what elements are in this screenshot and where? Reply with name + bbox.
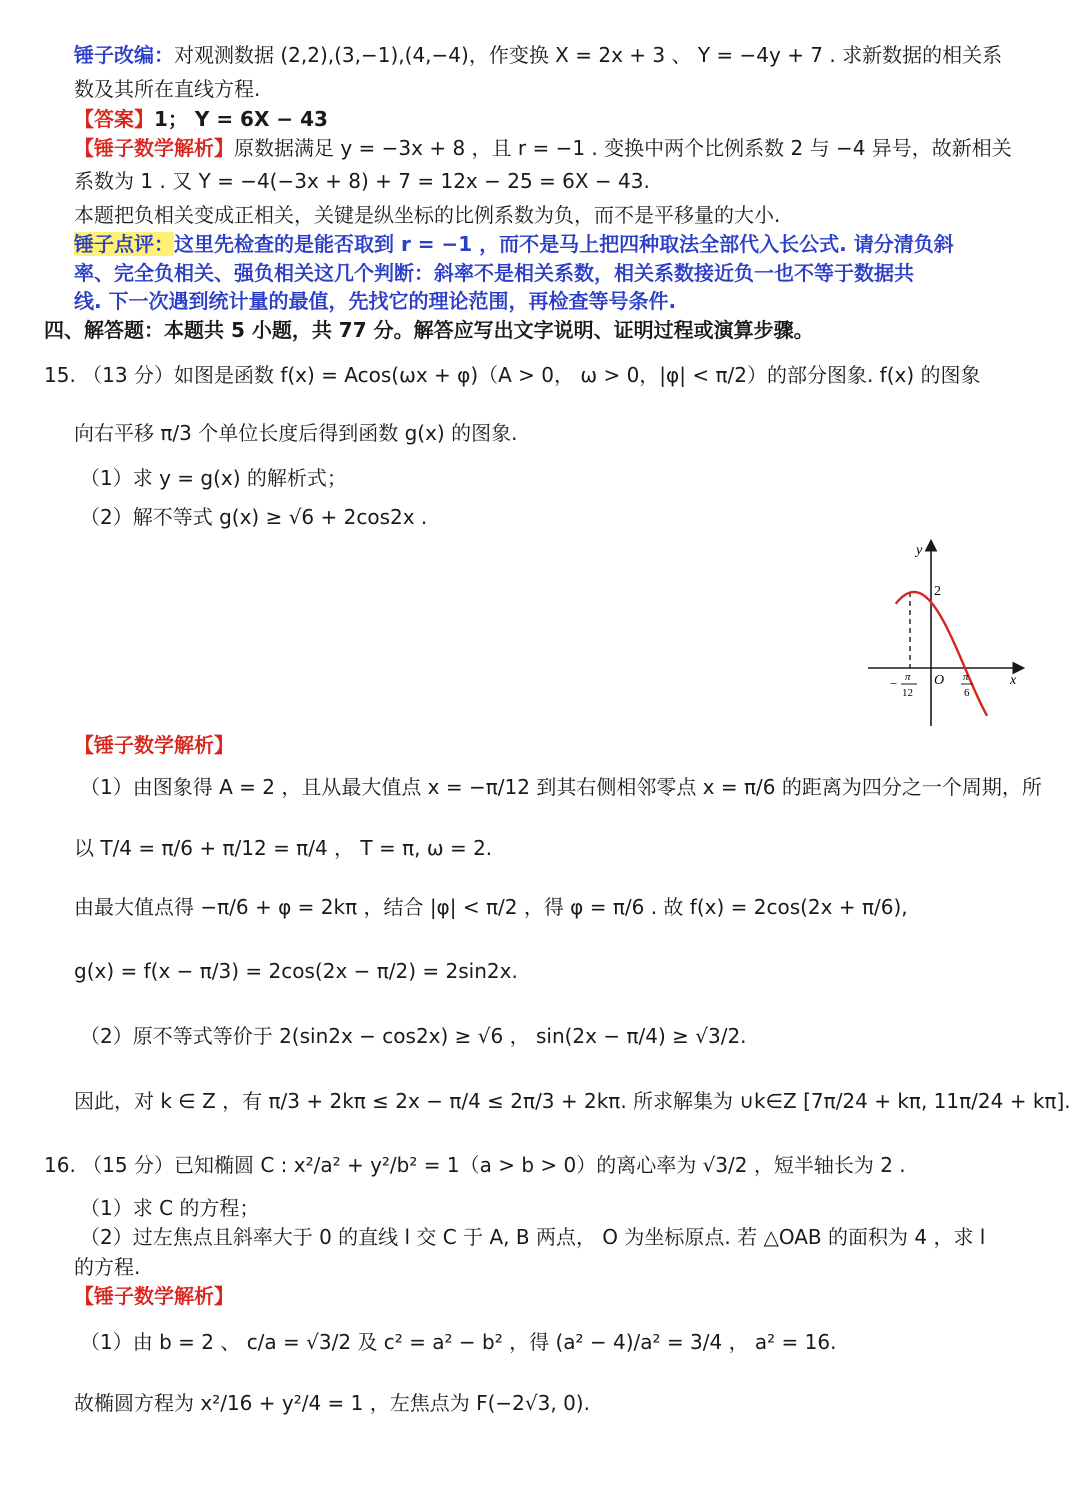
text-line	[74, 166, 650, 196]
text-segment: 线. 下一次遇到统计量的最值，先找它的理论范围，再检查等号条件.	[74, 289, 677, 313]
comment-line	[74, 286, 676, 316]
text-segment: 数及其所在直线方程.	[74, 77, 261, 101]
text-segment: （2）原不等式等价于 2(sin2x − cos2x) ≥ √6 ， sin(2x − π/4) ≥ √3/2.	[80, 1024, 747, 1048]
text-segment: 由最大值点得 −π/6 + φ = 2kπ ，结合 |φ| < π/2 ，得 φ = π/6 . 故 f(x) = 2cos(2x + π/6),	[74, 895, 908, 919]
solution-line	[74, 956, 518, 986]
function-graph	[860, 536, 1030, 728]
problem-15-part2	[80, 502, 427, 532]
text-segment: 率、完全负相关、强负相关这几个判断：斜率不是相关系数，相关系数接近负一也不等于数据共	[74, 261, 914, 285]
text-segment: 【锤子数学解析】	[74, 733, 234, 757]
text-segment: （2）解不等式 g(x) ≥ √6 + 2cos2x .	[80, 505, 428, 529]
section-heading	[44, 315, 814, 345]
answer-line	[74, 104, 328, 134]
text-segment: （1）求 C 的方程；	[80, 1196, 260, 1220]
text-line	[74, 133, 1012, 163]
solution-line	[80, 1327, 836, 1357]
tick-left-num: π	[905, 671, 911, 683]
text-line	[74, 40, 1002, 70]
problem-16-part1	[80, 1193, 259, 1223]
max-value-label: 2	[934, 584, 941, 599]
text-line	[74, 74, 260, 104]
text-segment: 锤子点评：	[74, 232, 174, 256]
tick-left-den: 12	[902, 687, 913, 699]
text-segment: 本题把负相关变成正相关，关键是纵坐标的比例系数为负，而不是平移量的大小.	[74, 203, 781, 227]
solution-line	[74, 1086, 1071, 1116]
text-segment: （1）由 b = 2 、 c/a = √3/2 及 c² = a² − b² ，得 (a² − 4)/a² = 3/4 ， a² = 16.	[80, 1330, 837, 1354]
text-segment: （1）求 y = g(x) 的解析式；	[80, 466, 347, 490]
text-segment: 系数为 1 . 又 Y = −4(−3x + 8) + 7 = 12x − 25 = 6X − 43.	[74, 169, 650, 193]
comment-line	[74, 229, 954, 259]
problem-15-statement-cont	[74, 418, 517, 448]
tick-right-num: π	[963, 671, 969, 683]
tick-left-sign: −	[890, 676, 898, 691]
problem-15-part1	[80, 463, 347, 493]
solution-line	[80, 772, 1042, 802]
text-segment: 这里先检查的是能否取到 r = −1 ，而不是马上把四种取法全部代入长公式. 请分清负斜	[174, 232, 954, 256]
text-segment: 16. （15 分）已知椭圆 C : x²/a² + y²/b² = 1（a > b > 0）的离心率为 √3/2 ，短半轴长为 2 .	[44, 1153, 906, 1177]
text-segment: 15. （13 分）如图是函数 f(x) = Acos(ωx + φ)（A > 0， ω > 0，|φ| < π/2）的部分图象. f(x) 的图象	[44, 363, 981, 387]
text-segment: 以 T/4 = π/6 + π/12 = π/4 ， T = π, ω = 2.	[74, 836, 493, 860]
text-segment: 【锤子数学解析】	[74, 136, 234, 160]
text-segment: 因此，对 k ∈ Z ，有 π/3 + 2kπ ≤ 2x − π/4 ≤ 2π/3 + 2kπ. 所求解集为 ∪k∈Z [7π/24 + kπ, 11π/24 + kπ].	[74, 1089, 1071, 1113]
problem-15-statement	[44, 360, 981, 390]
y-axis-label: y	[916, 543, 923, 558]
text-segment: 【锤子数学解析】	[74, 1284, 234, 1308]
solution-heading-15	[74, 730, 234, 760]
text-segment: （1）由图象得 A = 2 ，且从最大值点 x = −π/12 到其右侧相邻零点 x = π/6 的距离为四分之一个周期，所	[80, 775, 1042, 799]
text-segment: 对观测数据 (2,2),(3,−1),(4,−4)，作变换 X = 2x + 3 、 Y = −4y + 7 . 求新数据的相关系	[174, 43, 1003, 67]
x-axis-label: x	[1010, 673, 1017, 688]
text-segment: 向右平移 π/3 个单位长度后得到函数 g(x) 的图象.	[74, 421, 518, 445]
solution-heading-16	[74, 1281, 234, 1311]
problem-16-part2-cont	[74, 1252, 140, 1282]
text-segment: 四、解答题：本题共 5 小题，共 77 分。解答应写出文字说明、证明过程或演算步骤。	[44, 318, 814, 342]
origin-label: O	[934, 673, 945, 688]
solution-line	[74, 892, 908, 922]
tick-right-den: 6	[964, 687, 970, 699]
text-segment: 故椭圆方程为 x²/16 + y²/4 = 1 ，左焦点为 F(−2√3, 0).	[74, 1391, 590, 1415]
text-line	[74, 200, 780, 230]
problem-16-statement	[44, 1150, 906, 1180]
text-segment: （2）过左焦点且斜率大于 0 的直线 l 交 C 于 A, B 两点， O 为坐标原点. 若 △OAB 的面积为 4 ，求 l	[80, 1225, 986, 1249]
text-segment: 1； Y = 6X − 43	[154, 107, 328, 131]
text-segment: g(x) = f(x − π/3) = 2cos(2x − π/2) = 2sin2x.	[74, 959, 518, 983]
text-segment: 的方程.	[74, 1255, 141, 1279]
text-segment: 锤子改编：	[74, 43, 174, 67]
solution-line	[74, 1388, 590, 1418]
problem-16-part2	[80, 1222, 985, 1252]
text-segment: 【答案】	[74, 107, 154, 131]
solution-line	[74, 833, 492, 863]
solution-line	[80, 1021, 747, 1051]
comment-line	[74, 258, 914, 288]
text-segment: 原数据满足 y = −3x + 8 ，且 r = −1 . 变换中两个比例系数 2 与 −4 异号，故新相关	[234, 136, 1012, 160]
